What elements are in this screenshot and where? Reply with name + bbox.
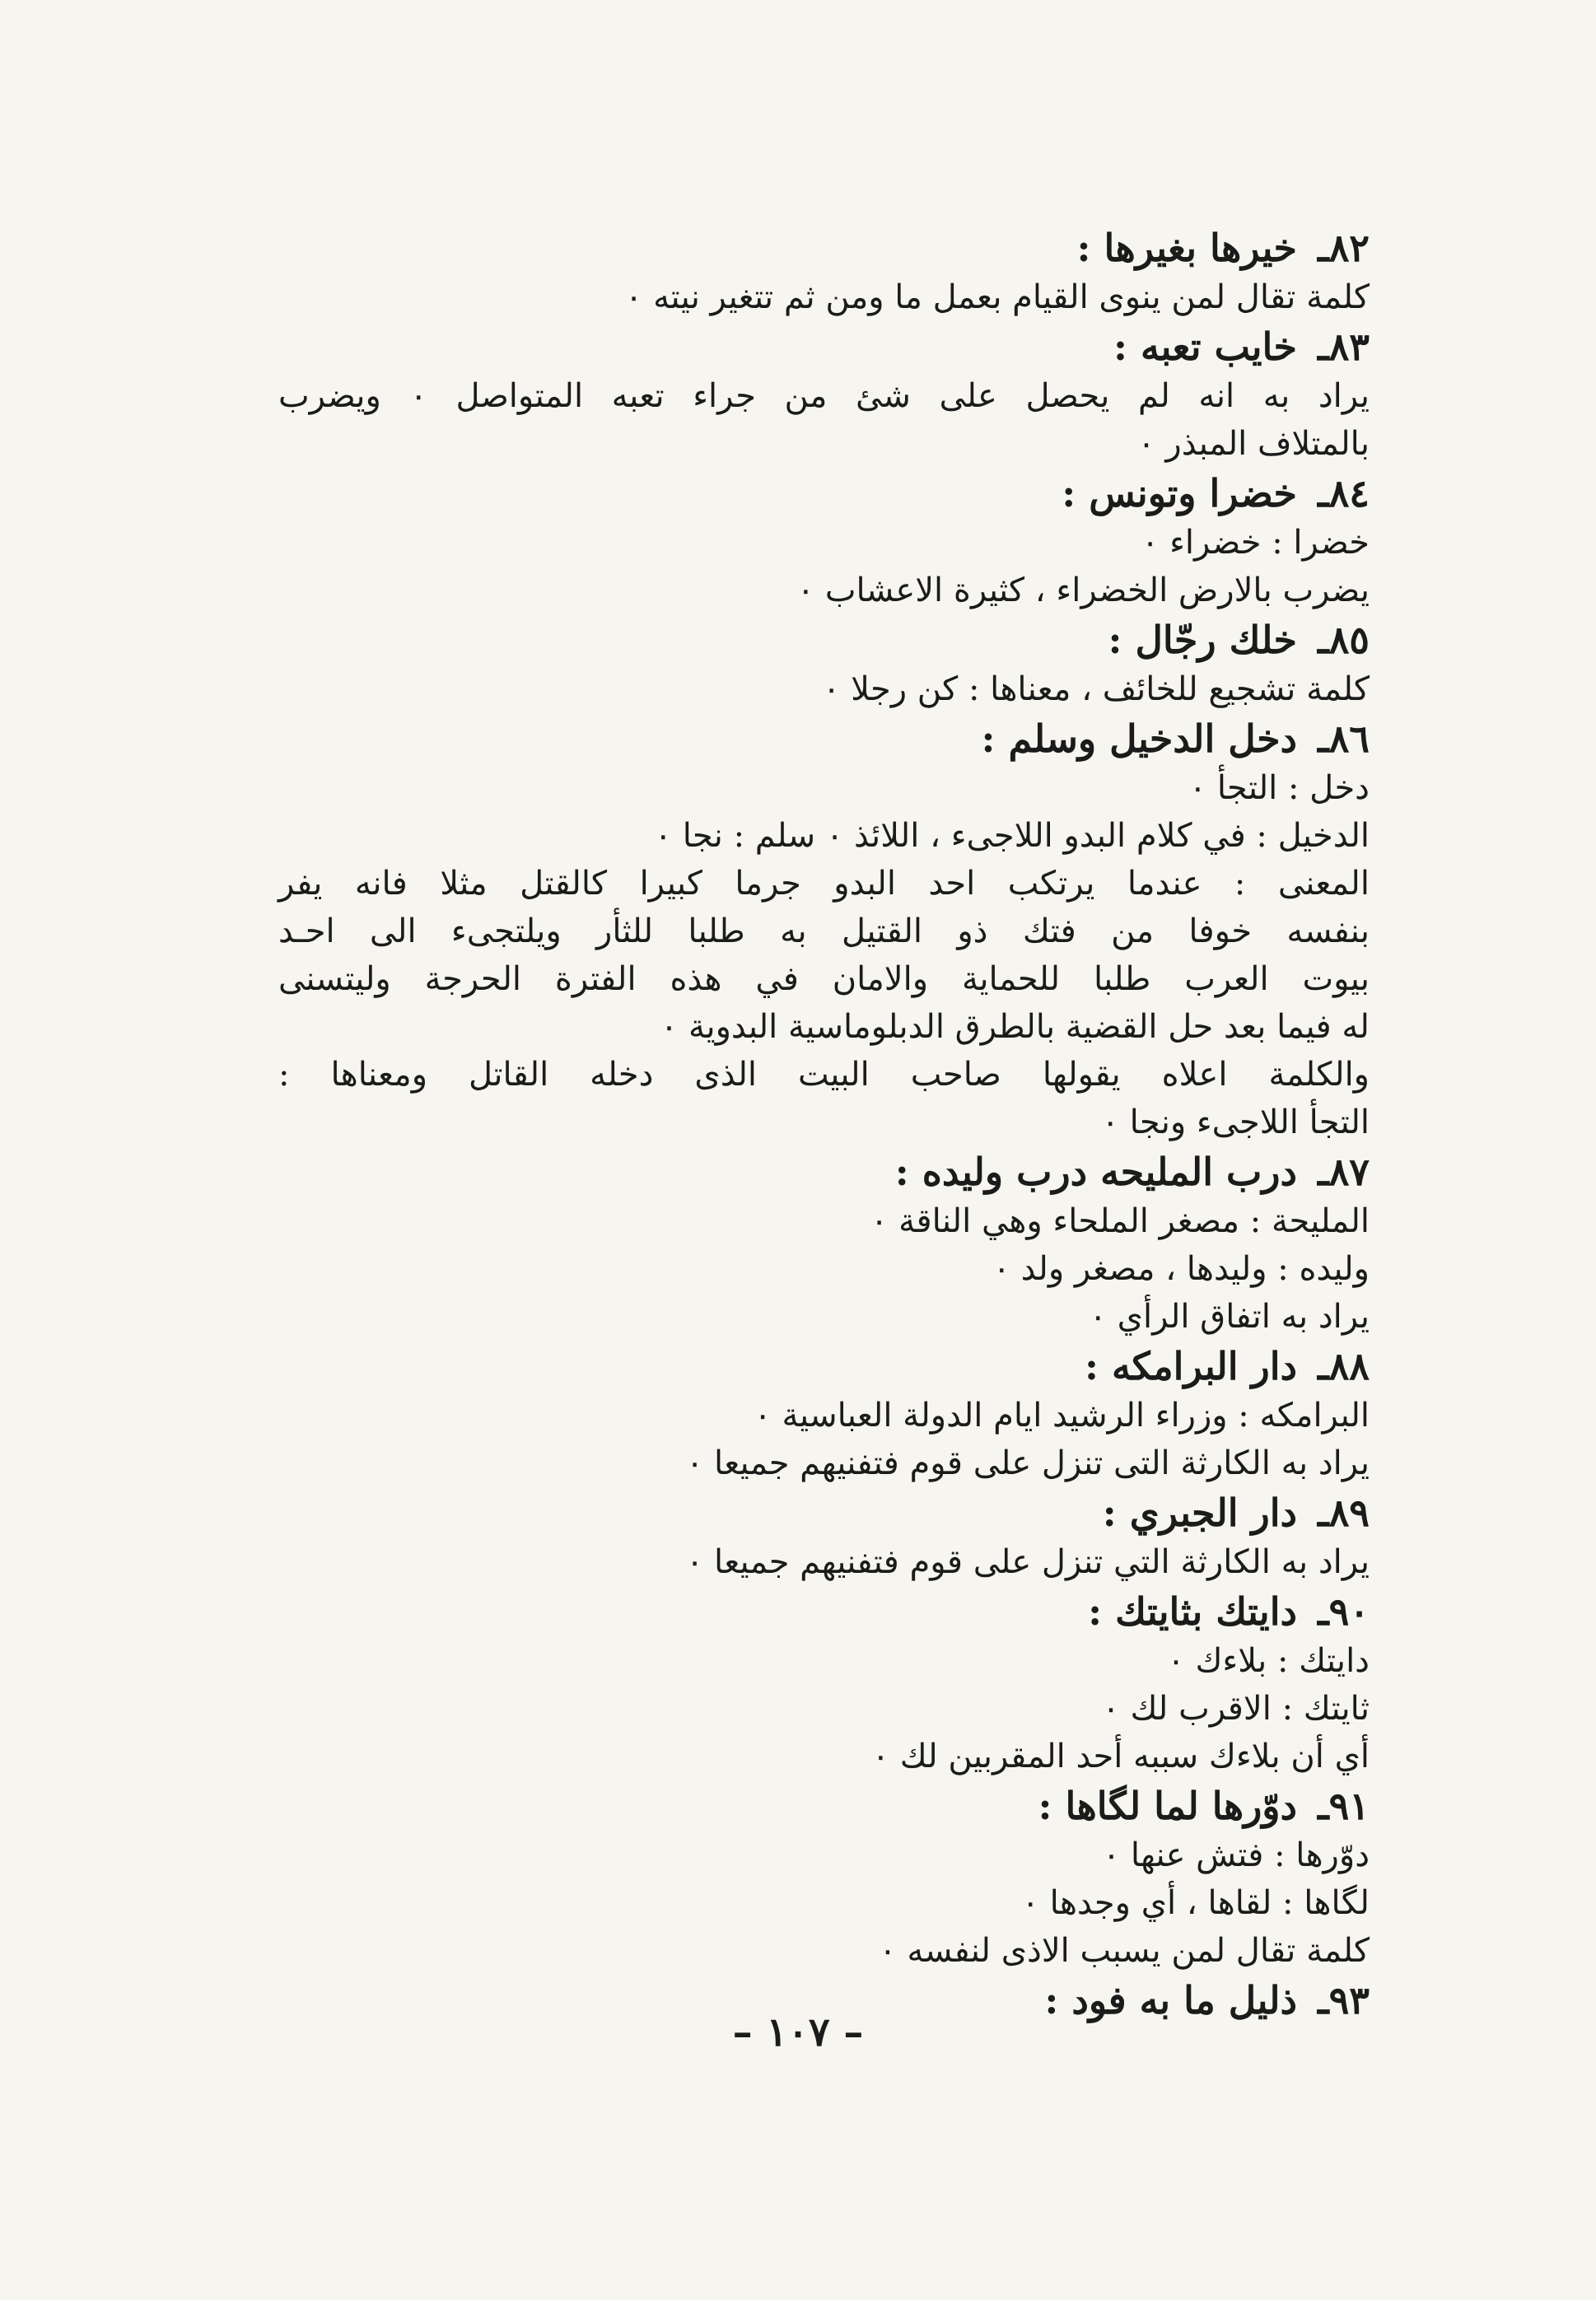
explanation-line: وليده : وليدها ، مصغر ولد ٠: [992, 1250, 1370, 1288]
proverb-title: دوّرها لما لگاها :: [1038, 1784, 1297, 1828]
explanation-line: له فيما بعد حل القضية بالطرق الدبلوماسية البدوية ٠: [660, 1008, 1370, 1046]
proverb-title: خيرها بغيرها :: [1076, 226, 1297, 270]
proverb-heading: [278, 1487, 1370, 1538]
proverb-title: دخل الدخيل وسلم :: [981, 716, 1297, 761]
proverbs-list: [278, 222, 1370, 2026]
proverb-heading: [278, 468, 1370, 519]
proverb-heading: [278, 1586, 1370, 1637]
proverb-heading: [278, 614, 1370, 665]
explanation-line: يراد به اتفاق الرأي ٠: [1089, 1298, 1370, 1336]
proverb-heading: [278, 713, 1370, 764]
explanation-line: بالمتلاف المبذر ٠: [1137, 425, 1370, 463]
explanation-line: يراد به الكارثة التي تنزل على قوم فتفنيهم جميعا ٠: [685, 1543, 1370, 1581]
proverb-title: دار الجبري :: [1102, 1491, 1297, 1535]
proverb-title: خلك رجّال :: [1108, 618, 1297, 662]
explanation-line: بيوت العرب طلبا للحماية والامان في هذه الفترة الحرجة وليتسنى: [278, 960, 1370, 998]
proverb-entry: [278, 1146, 1370, 1341]
proverb-title: خضرا وتونس :: [1062, 471, 1297, 516]
explanation-line: التجأ اللاجىء ونجا ٠: [1101, 1103, 1370, 1141]
explanation-line: لگاها : لقاها ، أي وجدها ٠: [1021, 1884, 1370, 1922]
explanation-line: المعنى : عندما يرتكب احد البدو جرما كبيرا كالقتل مثلا فانه يفر: [278, 865, 1370, 903]
explanation-line: يضرب بالارض الخضراء ، كثيرة الاعشاب ٠: [796, 572, 1370, 609]
proverb-title: دار البرامكه :: [1084, 1344, 1297, 1388]
explanation-line: كلمة تشجيع للخائف ، معناها : كن رجلا ٠: [822, 670, 1370, 708]
explanation-line: بنفسه خوفا من فتك ذو القتيل به طلبا للثأر ويلتجىء الى احـد: [278, 912, 1370, 950]
proverb-title: ذليل ما به فود :: [1044, 1978, 1297, 2022]
proverb-number: ٨٣ـ: [1318, 324, 1370, 369]
proverb-entry: [278, 1487, 1370, 1586]
proverb-entry: [278, 1780, 1370, 1975]
proverb-number: ٨٦ـ: [1318, 716, 1370, 761]
page-number: – ١٠٧ –: [732, 2009, 864, 2055]
proverb-number: ٨٧ـ: [1318, 1150, 1370, 1194]
proverb-title: خايب تعبه :: [1113, 324, 1297, 369]
explanation-line: دايتك : بلاءك ٠: [1167, 1642, 1370, 1680]
explanation-line: أي أن بلاءك سببه أحد المقربين لك ٠: [871, 1738, 1370, 1775]
proverb-number: ٨٩ـ: [1318, 1491, 1370, 1535]
explanation-line: خضرا : خضراء ٠: [1141, 524, 1370, 562]
proverb-entry: [278, 614, 1370, 713]
proverb-entry: [278, 713, 1370, 1146]
proverb-heading: [278, 1146, 1370, 1197]
proverb-entry: [278, 222, 1370, 321]
proverb-entry: [278, 1341, 1370, 1487]
explanation-line: ثايتك : الاقرب لك ٠: [1102, 1690, 1370, 1728]
proverb-number: ٩٣ـ: [1318, 1978, 1370, 2022]
proverb-number: ٨٥ـ: [1318, 618, 1370, 662]
explanation-line: الدخيل : في كلام البدو اللاجىء ، اللائذ ٠ سلم : نجا ٠: [654, 817, 1370, 855]
explanation-line: المليحة : مصغر الملحاء وهي الناقة ٠: [870, 1202, 1370, 1240]
proverb-number: ٩٠ـ: [1318, 1589, 1370, 1634]
proverb-number: ٨٢ـ: [1318, 226, 1370, 270]
proverb-number: ٨٨ـ: [1318, 1344, 1370, 1388]
explanation-line: والكلمة اعلاه يقولها صاحب البيت الذى دخله القاتل ومعناها :: [278, 1056, 1370, 1094]
proverb-entry: [278, 468, 1370, 614]
proverb-entry: [278, 1586, 1370, 1780]
proverb-entry: [278, 321, 1370, 468]
explanation-line: يراد به انه لم يحصل على شئ من جراء تعبه المتواصل ٠ ويضرب: [278, 377, 1370, 415]
proverb-number: ٨٤ـ: [1318, 471, 1370, 516]
explanation-line: يراد به الكارثة التى تنزل على قوم فتفنيهم جميعا ٠: [685, 1444, 1370, 1482]
explanation-line: دوّرها : فتش عنها ٠: [1102, 1836, 1370, 1874]
proverb-number: ٩١ـ: [1318, 1784, 1370, 1828]
proverb-heading: [278, 1341, 1370, 1392]
explanation-line: دخل : التجأ ٠: [1188, 769, 1370, 807]
explanation-line: كلمة تقال لمن ينوى القيام بعمل ما ومن ثم تتغير نيته ٠: [624, 278, 1370, 316]
explanation-line: كلمة تقال لمن يسبب الاذى لنفسه ٠: [879, 1932, 1370, 1970]
explanation-line: البرامكه : وزراء الرشيد ايام الدولة العباسية ٠: [754, 1397, 1370, 1435]
proverb-heading: [278, 1780, 1370, 1831]
proverb-heading: [278, 321, 1370, 372]
proverb-title: درب المليحه درب وليده :: [894, 1150, 1297, 1194]
proverb-title: دايتك بثايتك :: [1088, 1589, 1297, 1634]
proverb-heading: [278, 222, 1370, 273]
